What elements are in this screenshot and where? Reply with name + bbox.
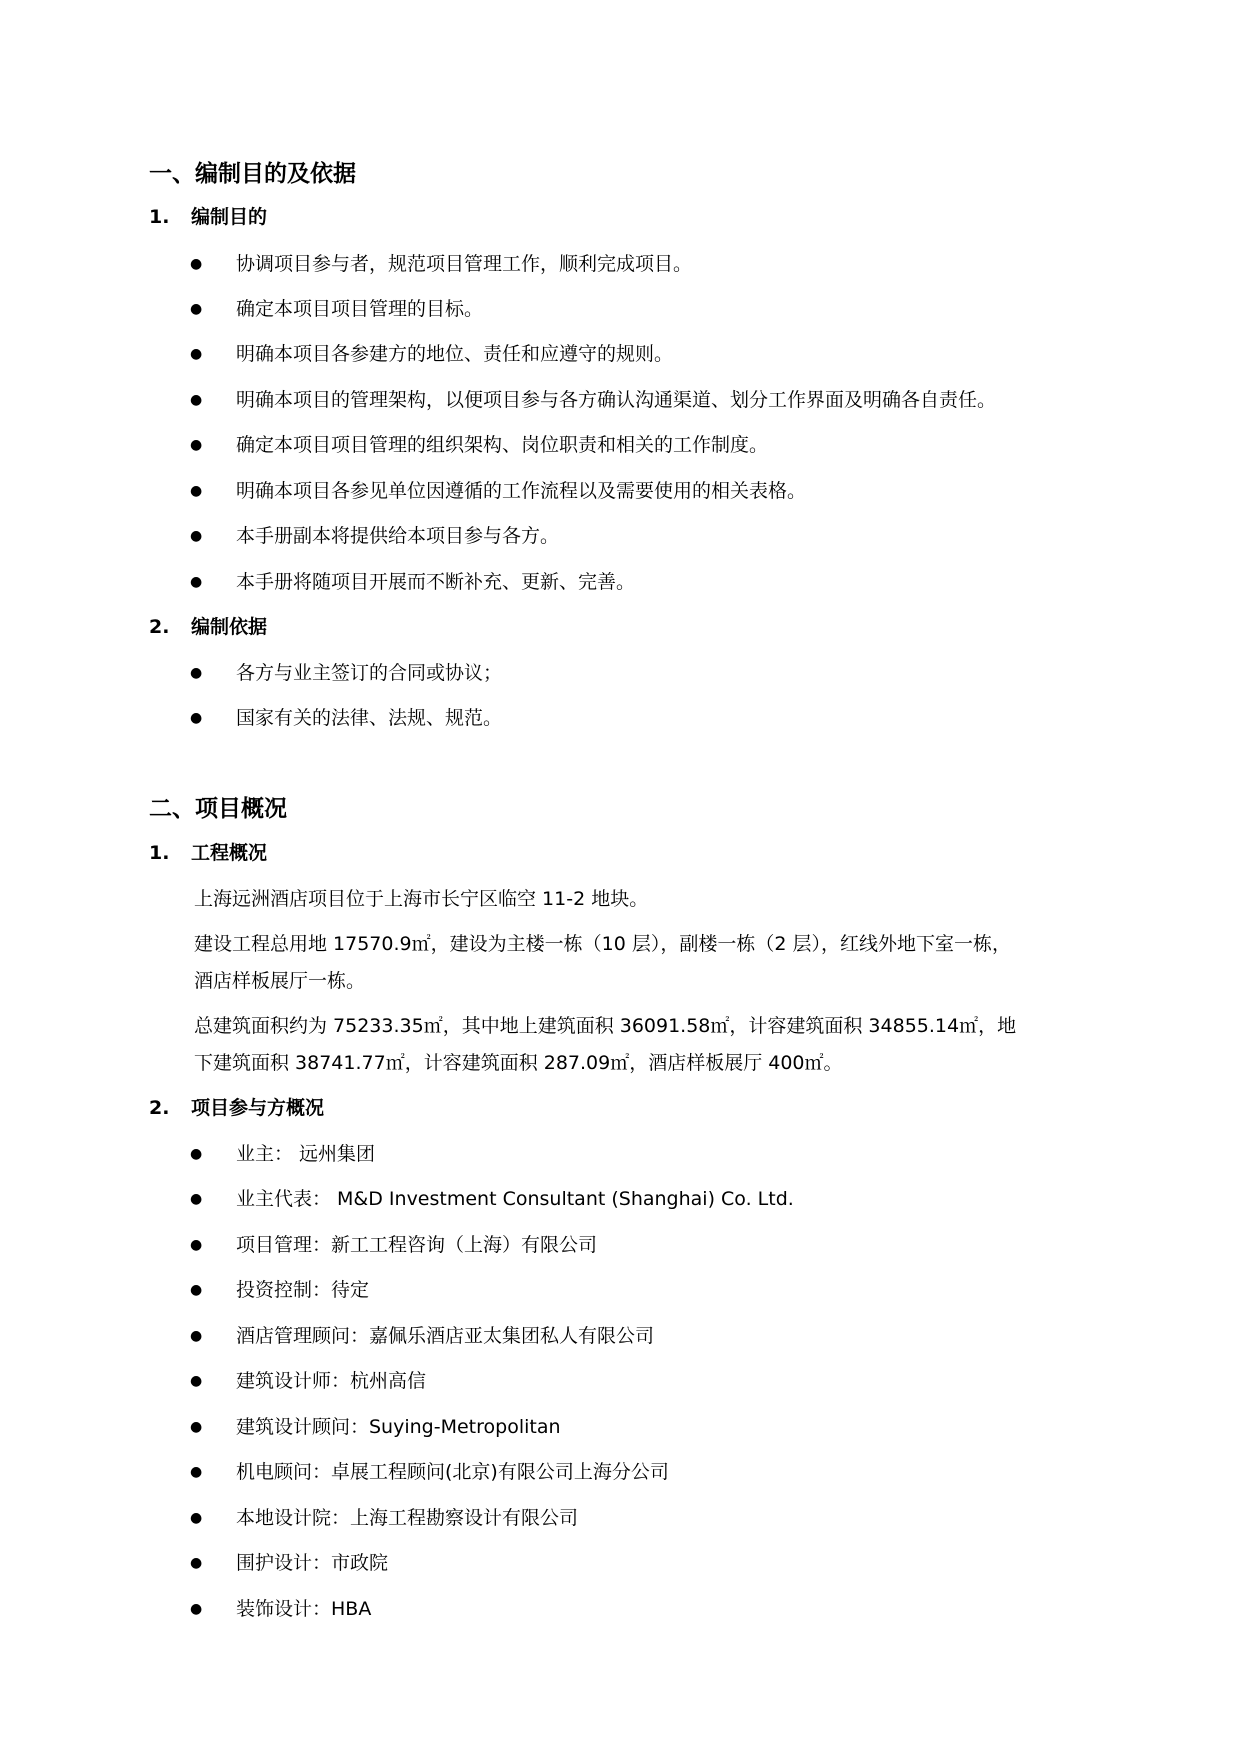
bullet-icon: ●	[190, 346, 203, 362]
bullet-icon: ●	[190, 1555, 203, 1571]
subsection-2-1-heading	[149, 838, 267, 865]
subsection-number: 2.	[149, 616, 170, 638]
bullet-icon: ●	[190, 392, 203, 408]
paragraph-line: 上海远洲酒店项目位于上海市长宁区临空 11-2 地块。	[194, 888, 649, 910]
list-item: ● 装饰设计：HBA	[190, 1598, 372, 1620]
list-item: ● 国家有关的法律、法规、规范。	[190, 707, 503, 729]
bullet-icon: ●	[190, 574, 203, 590]
list-item: ● 明确本项目各参建方的地位、责任和应遵守的规则。	[190, 343, 674, 365]
subsection-1-2-heading	[149, 612, 267, 639]
list-item: ● 业主： 远州集团	[190, 1143, 376, 1165]
bullet-icon: ●	[190, 1373, 203, 1389]
subsection-number: 1.	[149, 206, 170, 228]
section-2-title: 二、项目概况	[149, 796, 287, 822]
list-item: ● 项目管理：新工工程咨询（上海）有限公司	[190, 1234, 598, 1256]
bullet-icon: ●	[190, 528, 203, 544]
bullet-icon: ●	[190, 1510, 203, 1526]
subsection-1-1-heading	[149, 202, 267, 229]
bullet-icon: ●	[190, 256, 203, 272]
subsection-2-2-heading	[149, 1093, 324, 1120]
list-item: ● 建筑设计顾问：Suying-Metropolitan	[190, 1416, 561, 1438]
list-item: ● 确定本项目项目管理的组织架构、岗位职责和相关的工作制度。	[190, 434, 769, 456]
bullet-icon: ●	[190, 1282, 203, 1298]
list-item: ● 明确本项目的管理架构，以便项目参与各方确认沟通渠道、划分工作界面及明确各自责任。	[190, 389, 997, 411]
list-item: ● 业主代表： M&D Investment Consultant (Shanghai) Co. Ltd.	[190, 1188, 794, 1210]
list-item: ● 明确本项目各参见单位因遵循的工作流程以及需要使用的相关表格。	[190, 480, 807, 502]
bullet-icon: ●	[190, 710, 203, 726]
list-item: ● 投资控制：待定	[190, 1279, 370, 1301]
bullet-icon: ●	[190, 1191, 203, 1207]
bullet-icon: ●	[190, 483, 203, 499]
bullet-icon: ●	[190, 301, 203, 317]
subsection-title: 工程概况	[191, 842, 268, 864]
bullet-icon: ●	[190, 1464, 203, 1480]
list-item: ● 确定本项目项目管理的目标。	[190, 298, 484, 320]
list-item: ● 酒店管理顾问：嘉佩乐酒店亚太集团私人有限公司	[190, 1325, 655, 1347]
list-item: ● 本手册将随项目开展而不断补充、更新、完善。	[190, 571, 636, 593]
paragraph-line: 总建筑面积约为 75233.35㎡，其中地上建筑面积 36091.58㎡，计容建筑面积 34855.14㎡，地	[194, 1015, 1017, 1037]
list-item: ● 机电顾问：卓展工程顾问(北京)有限公司上海分公司	[190, 1461, 669, 1483]
paragraph-line: 建设工程总用地 17570.9㎡，建设为主楼一栋（10 层），副楼一栋（2 层），红线外地下室一栋，	[194, 933, 1011, 955]
bullet-icon: ●	[190, 1419, 203, 1435]
section-1-title: 一、编制目的及依据	[149, 161, 356, 187]
bullet-icon: ●	[190, 665, 203, 681]
list-item: ● 围护设计：市政院	[190, 1552, 389, 1574]
paragraph-line: 下建筑面积 38741.77㎡，计容建筑面积 287.09㎡，酒店样板展厅 400㎡。	[194, 1052, 843, 1074]
bullet-icon: ●	[190, 1146, 203, 1162]
bullet-icon: ●	[190, 1237, 203, 1253]
subsection-title: 编制目的	[191, 206, 268, 228]
paragraph-line: 酒店样板展厅一栋。	[194, 970, 366, 992]
subsection-number: 1.	[149, 842, 170, 864]
bullet-icon: ●	[190, 1601, 203, 1617]
subsection-title: 编制依据	[191, 616, 268, 638]
list-item: ● 协调项目参与者，规范项目管理工作，顺利完成项目。	[190, 253, 693, 275]
bullet-icon: ●	[190, 437, 203, 453]
bullet-icon: ●	[190, 1328, 203, 1344]
list-item: ● 各方与业主签订的合同或协议；	[190, 662, 503, 684]
list-item: ● 建筑设计师：杭州高信	[190, 1370, 427, 1392]
list-item: ● 本手册副本将提供给本项目参与各方。	[190, 525, 560, 547]
list-item: ● 本地设计院：上海工程勘察设计有限公司	[190, 1507, 579, 1529]
subsection-title: 项目参与方概况	[191, 1097, 325, 1119]
subsection-number: 2.	[149, 1097, 170, 1119]
